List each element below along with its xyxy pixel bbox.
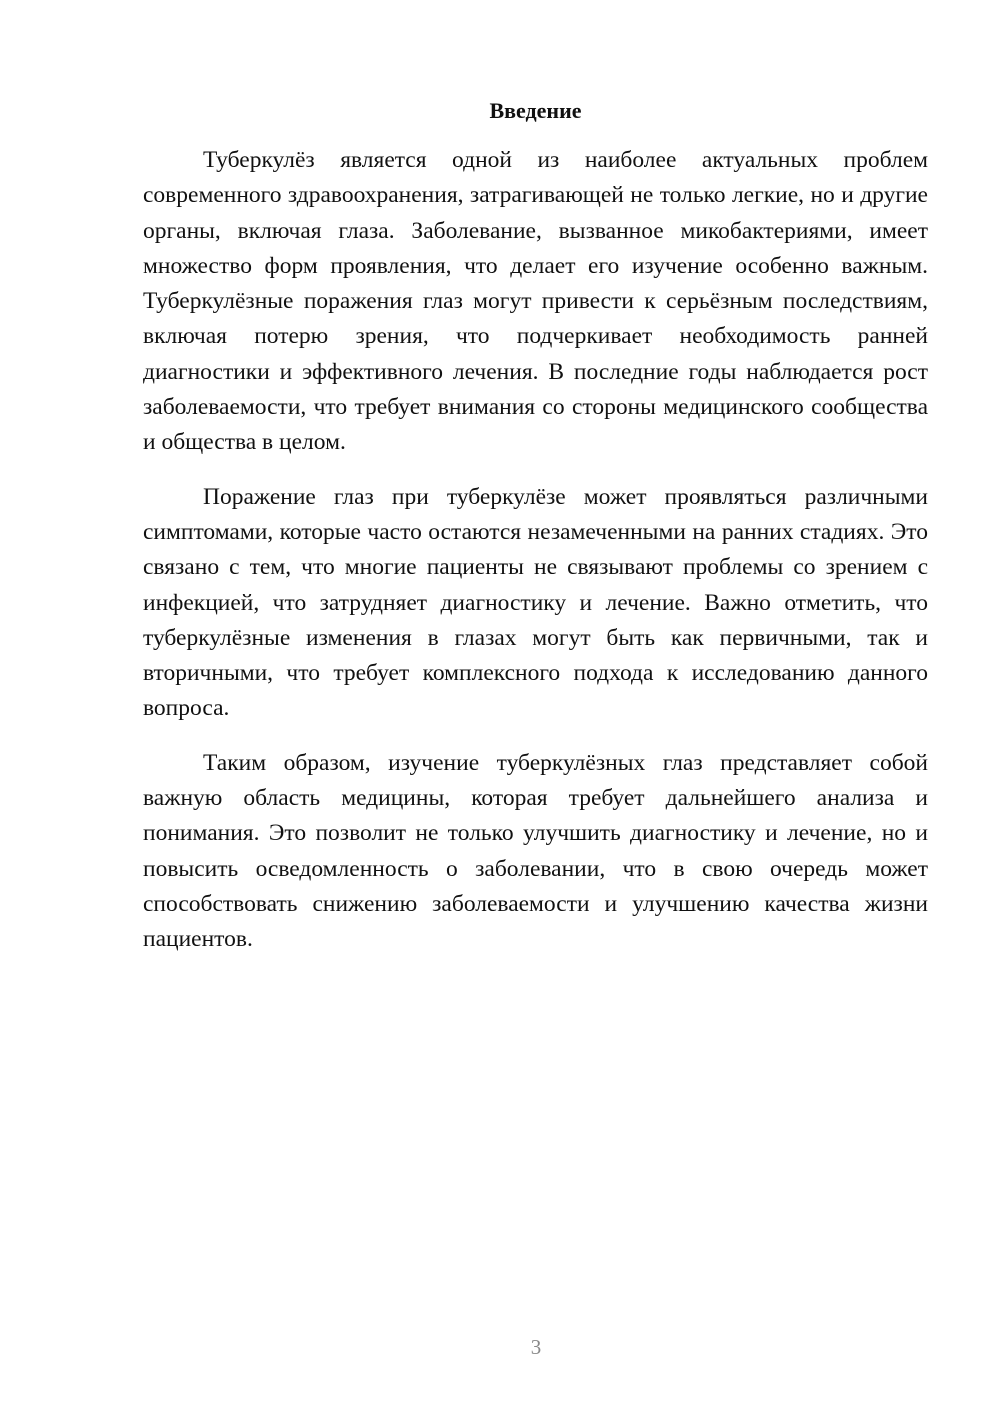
paragraph-3: Таким образом, изучение туберкулёзных глаз представляет собой важную область медицины, которая требует дальнейшего анализа и понимания. Это позволит не только улучшить диагностику и лечение, но и повысить осведомленность о заболевании, что в свою очередь может способствовать снижению заболеваемости и улучшению качества жизни пациентов. (143, 749, 928, 953)
paragraph-2: Поражение глаз при туберкулёзе может проявляться различными симптомами, которые часто остаются незамеченными на ранних стадиях. Это связано с тем, что многие пациенты не связывают проблемы со зрением с инфекцией, что затрудняет диагностику и лечение. Важно отметить, что туберкулёзные изменения в глазах могут быть как первичными, так и вторичными, что требует комплексного подхода к исследованию данного вопроса. (143, 483, 928, 722)
paragraph-1: Туберкулёз является одной из наиболее актуальных проблем современного здравоохранения, затрагивающей не только легкие, но и другие органы, включая глаза. Заболевание, вызванное микобактериями, имеет множество форм проявления, что делает его изучение особенно важным. Туберкулёзные поражения глаз могут привести к серьёзным последствиям, включая потерю зрения, что подчеркивает необходимость ранней диагностики и эффективного лечения. В последние годы наблюдается рост заболеваемости, что требует внимания со стороны медицинского сообщества и общества в целом. (143, 147, 928, 456)
body-text (143, 143, 928, 977)
section-heading: Введение (489, 98, 582, 123)
page-number: 3 (530, 1335, 542, 1359)
